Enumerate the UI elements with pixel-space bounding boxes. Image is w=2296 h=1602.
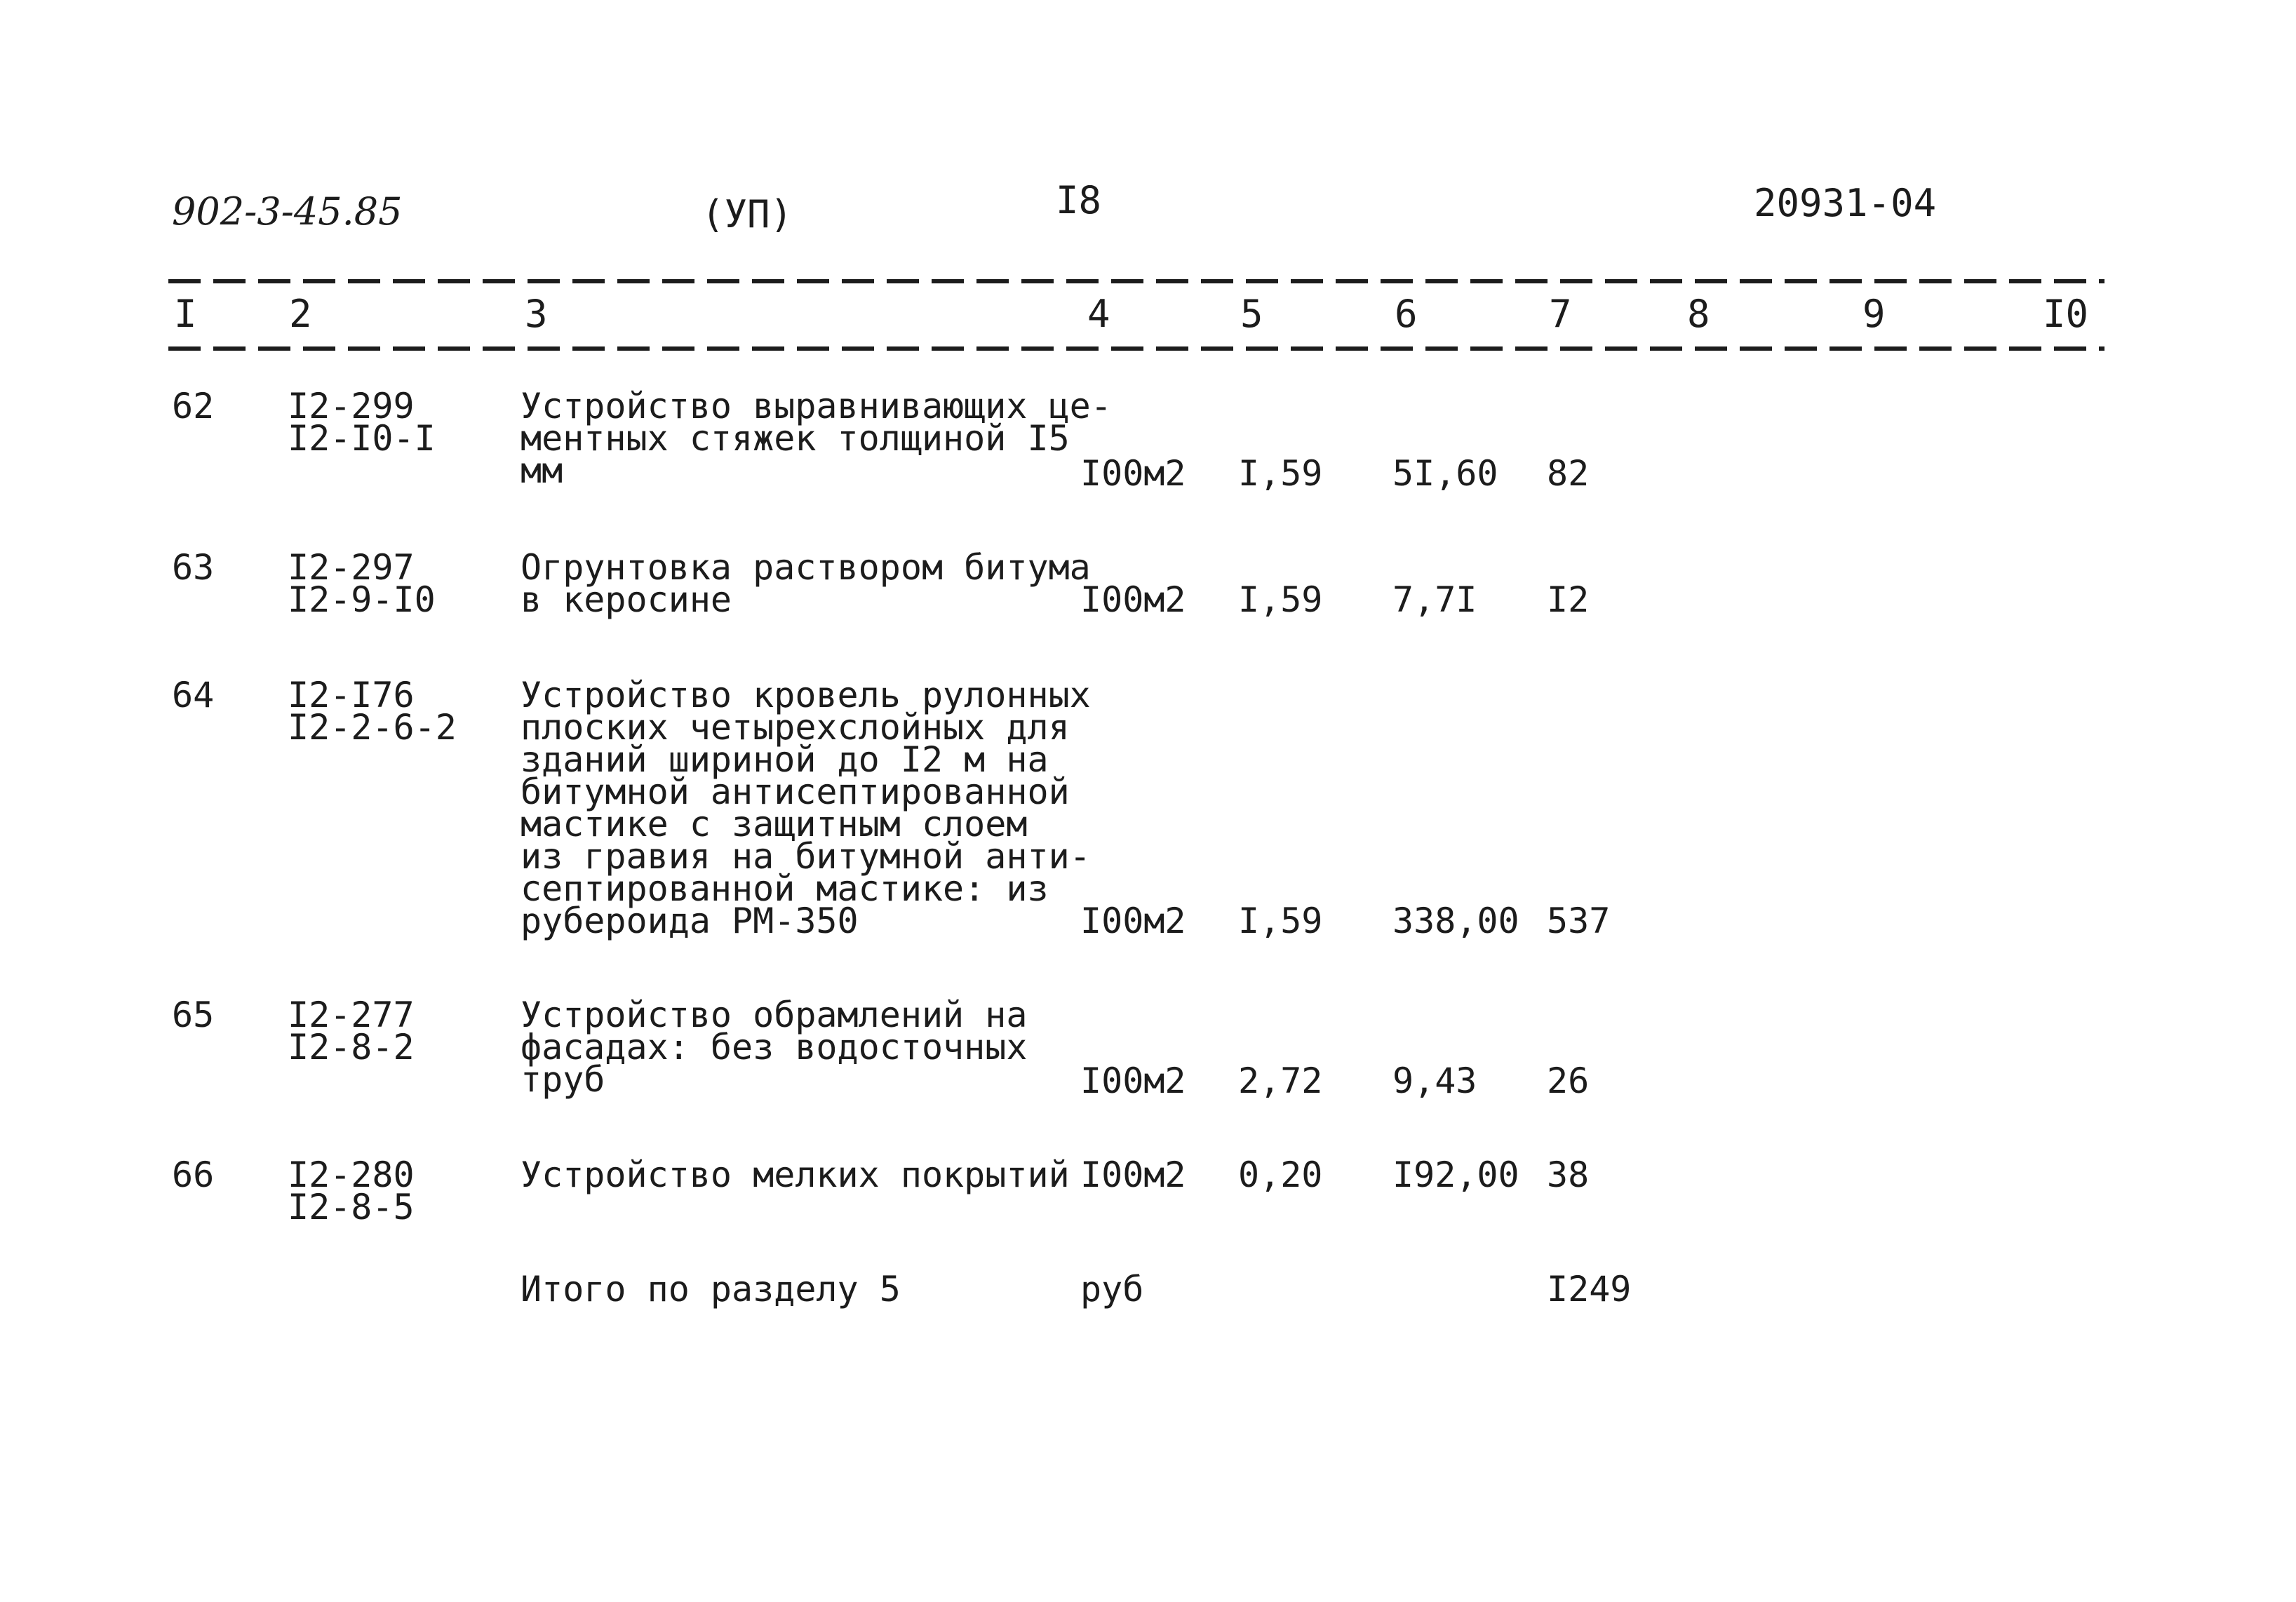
quantity: I,59 [1238, 453, 1323, 494]
summary-label: Итого по разделу 5 [521, 1269, 901, 1310]
summary-unit: руб [1080, 1269, 1144, 1310]
column-number-6: 6 [1395, 292, 1418, 336]
unit-price: 9,43 [1392, 1061, 1477, 1101]
unit: I00м2 [1080, 1155, 1186, 1195]
row-number: 65 [172, 995, 215, 1035]
column-number-5: 5 [1240, 292, 1263, 336]
total-cost: I2 [1547, 579, 1590, 620]
column-number-1: I [174, 292, 197, 336]
header-top-rule [168, 279, 2104, 283]
unit: I00м2 [1080, 1061, 1186, 1101]
quantity: 0,20 [1238, 1155, 1323, 1195]
unit: I00м2 [1080, 453, 1186, 494]
row-number: 63 [172, 547, 215, 588]
total-cost: 38 [1547, 1155, 1590, 1195]
unit-price: 338,00 [1392, 901, 1519, 941]
column-number-2: 2 [289, 292, 312, 336]
work-description: Огрунтовка раствором битума в керосине [521, 547, 1091, 620]
quantity: I,59 [1238, 579, 1323, 620]
unit-price: 7,7I [1392, 579, 1477, 620]
row-number: 66 [172, 1155, 215, 1195]
unit-price: I92,00 [1392, 1155, 1519, 1195]
norm-codes: I2-299 I2-I0-I [288, 386, 436, 459]
total-cost: 82 [1547, 453, 1590, 494]
column-number-3: 3 [525, 292, 548, 336]
archive-number: 20931-04 [1754, 181, 1937, 225]
summary-total: I249 [1547, 1269, 1632, 1310]
total-cost: 537 [1547, 901, 1611, 941]
work-description: Устройство кровель рулонных плоских четырехслойных для зданий шириной до I2 м на битумной антисептированной мастике с защитным слоем из гравия на битумной анти- септированной мастике: из рубероида РМ-350 [521, 675, 1091, 941]
work-description: Устройство мелких покрытий [521, 1155, 1070, 1195]
norm-codes: I2-I76 I2-2-6-2 [288, 675, 457, 748]
row-number: 64 [172, 675, 215, 715]
unit: I00м2 [1080, 579, 1186, 620]
quantity: I,59 [1238, 901, 1323, 941]
page-number: I8 [1056, 178, 1102, 222]
header-bottom-rule [168, 346, 2104, 351]
row-number: 62 [172, 386, 215, 426]
column-number-7: 7 [1549, 292, 1572, 336]
work-description: Устройство обрамлений на фасадах: без водосточных труб [521, 995, 1028, 1100]
norm-codes: I2-297 I2-9-I0 [288, 547, 436, 620]
column-number-10: I0 [2043, 292, 2089, 336]
work-description: Устройство выравнивающих це- ментных стяжек толщиной I5 мм [521, 386, 1112, 491]
section-label: (УП) [701, 192, 793, 236]
norm-codes: I2-280 I2-8-5 [288, 1155, 415, 1227]
unit: I00м2 [1080, 901, 1186, 941]
document-code: 902-3-45.85 [172, 189, 403, 234]
column-number-9: 9 [1862, 292, 1886, 336]
unit-price: 5I,60 [1392, 453, 1498, 494]
norm-codes: I2-277 I2-8-2 [288, 995, 415, 1068]
column-number-8: 8 [1687, 292, 1710, 336]
total-cost: 26 [1547, 1061, 1590, 1101]
column-number-4: 4 [1087, 292, 1110, 336]
quantity: 2,72 [1238, 1061, 1323, 1101]
